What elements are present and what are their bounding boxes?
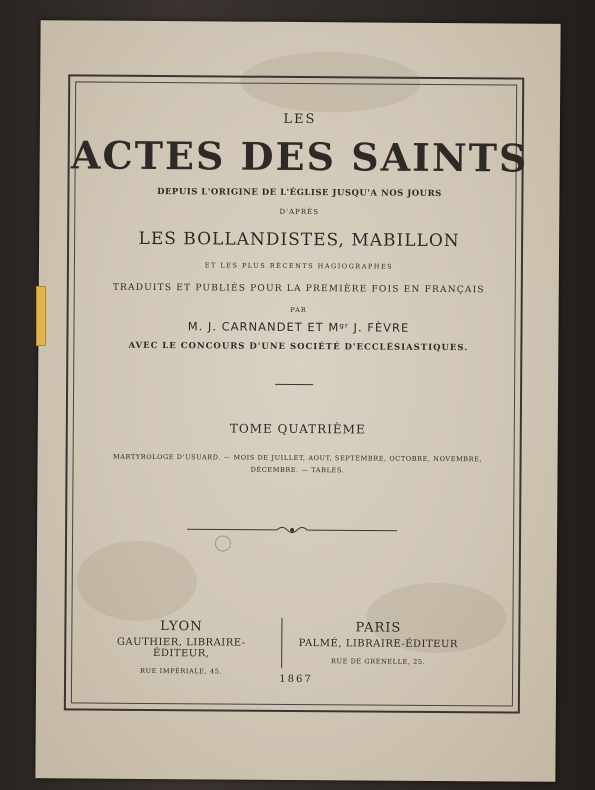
lyon-publisher: GAUTHIER, LIBRAIRE-ÉDITEUR, [116, 636, 246, 660]
ornament-divider-icon [187, 523, 397, 536]
authors-line: M. J. CARNANDET ET Mᵍʳ J. FÈVRE [187, 319, 410, 335]
sources-line: LES BOLLANDISTES, MABILLON [138, 228, 460, 252]
paris-city: PARIS [355, 620, 402, 636]
book-cover [35, 20, 560, 782]
with-line: AVEC LE CONCOURS D'UNE SOCIÉTÉ D'ECCLÉSIASTIQUES. [128, 340, 469, 354]
lyon-address: RUE IMPÉRIALE, 45. [140, 666, 223, 676]
dapres-label: D'APRÈS [279, 207, 320, 217]
sources-more-line: ET LES PLUS RÉCENTS HAGIOGRAPHES [204, 261, 394, 271]
book-title: ACTES DES SAINTS [70, 132, 529, 181]
subtitle: DEPUIS L'ORIGINE DE L'ÉGLISE JUSQU'A NOS JOURS [157, 187, 442, 199]
par-label: PAR [290, 305, 307, 315]
paris-address: RUE DE GRENELLE, 25. [330, 657, 426, 666]
lyon-city: LYON [160, 619, 203, 635]
contents-line-2: DÉCEMBRE. — TABLES. [250, 465, 345, 475]
header-small: LES [283, 111, 317, 128]
translated-line: TRADUITS ET PUBLIÉS POUR LA PREMIÈRE FOIS EN FRANÇAIS [112, 282, 485, 296]
lyon-publisher-block [96, 619, 266, 676]
bookmark-tab [36, 286, 46, 346]
contents-line-1: MARTYROLOGE D'USUARD. — MOIS DE JUILLET, AOUT, SEPTEMBRE, OCTOBRE, NOVEMBRE, [112, 452, 483, 464]
publication-year: 1867 [279, 673, 313, 686]
stain-circle [215, 535, 231, 551]
paris-publisher-block [290, 620, 466, 666]
paris-publisher: PALMÉ, LIBRAIRE-ÉDITEUR [298, 638, 458, 651]
volume-title: TOME QUATRIÈME [229, 421, 366, 437]
